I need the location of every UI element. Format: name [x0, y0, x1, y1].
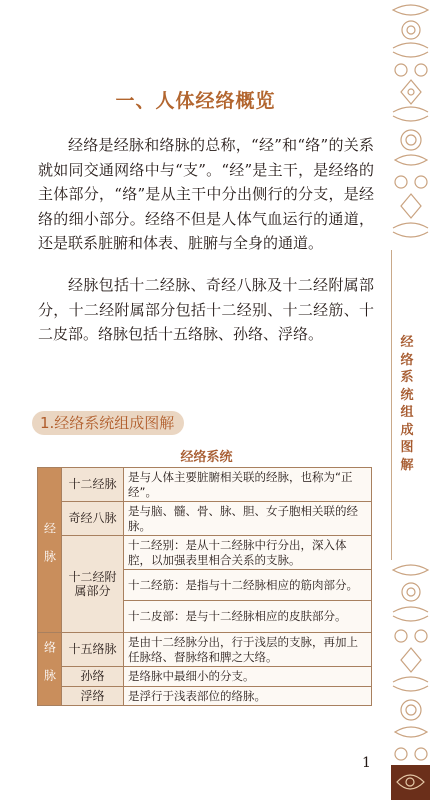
table-row	[38, 667, 372, 687]
row-desc-pibu: 十二皮部：是与十二经脉相应的皮肤部分。	[124, 601, 372, 633]
table-row	[38, 468, 372, 502]
table-row	[38, 633, 372, 667]
row-name-qijing-bamai: 奇经八脉	[62, 502, 124, 536]
table-caption: 经络系统	[180, 450, 233, 465]
row-desc-jingjin: 十二经筋：是指与十二经脉相应的筋肉部分。	[124, 570, 372, 601]
row-desc-shier-jingmai: 是与人体主要脏腑相关联的经脉，也称为“正经”。	[124, 468, 372, 502]
row-name-shiwu-luomai: 十五络脉	[62, 633, 124, 667]
group-cell-jingmai: 经脉	[38, 468, 62, 633]
meridian-system-table	[37, 467, 372, 706]
side-chapter-label: 经络系统组成图解	[400, 335, 414, 473]
row-name-fuluo: 浮络	[62, 686, 124, 706]
row-name-sunluo: 孙络	[62, 667, 124, 687]
table-row	[38, 536, 372, 570]
paragraph-components: 经脉包括十二经脉、奇经八脉及十二经附属部分，十二经附属部分包括十二经别、十二经筋、十二皮部。络脉包括十五络脉、孙络、浮络。	[38, 276, 374, 344]
table-row	[38, 686, 372, 706]
row-name-shier-jingmai: 十二经脉	[62, 468, 124, 502]
row-desc-shiwu-luomai: 是由十二经脉分出，行于浅层的支脉，再加上任脉络、督脉络和脾之大络。	[124, 633, 372, 667]
ornament-bottom-icon	[391, 560, 430, 800]
paragraph-intro: 经络是经脉和络脉的总称，“经”和“络”的关系就如同交通网络中与“支”。“经”是主干，是经络的主体部分，“络”是从主干中分出侧行的分支，是经络的细小部分。经络不但是人体气血运行的通道，还是联系脏腑和体表、脏腑与全身的通道。	[38, 136, 374, 253]
row-desc-fuluo: 是浮行于浅表部位的络脉。	[124, 686, 372, 706]
table-row	[38, 502, 372, 536]
row-desc-jingbie: 十二经别：是从十二经脉中行分出，深入体腔，以加强表里相合关系的支脉。	[124, 536, 372, 570]
ornament-top-icon	[391, 0, 430, 250]
page-title: 一、人体经络概览	[115, 90, 276, 112]
section-heading: 1.经络系统组成图解	[32, 411, 184, 435]
row-desc-qijing-bamai: 是与脑、髓、骨、脉、胆、女子胞相关联的经脉。	[124, 502, 372, 536]
row-desc-sunluo: 是络脉中最细小的分支。	[124, 667, 372, 687]
row-name-fushu: 十二经附属部分	[62, 536, 124, 633]
page-number: 1	[362, 755, 371, 771]
group-cell-luomai: 络脉	[38, 633, 62, 706]
